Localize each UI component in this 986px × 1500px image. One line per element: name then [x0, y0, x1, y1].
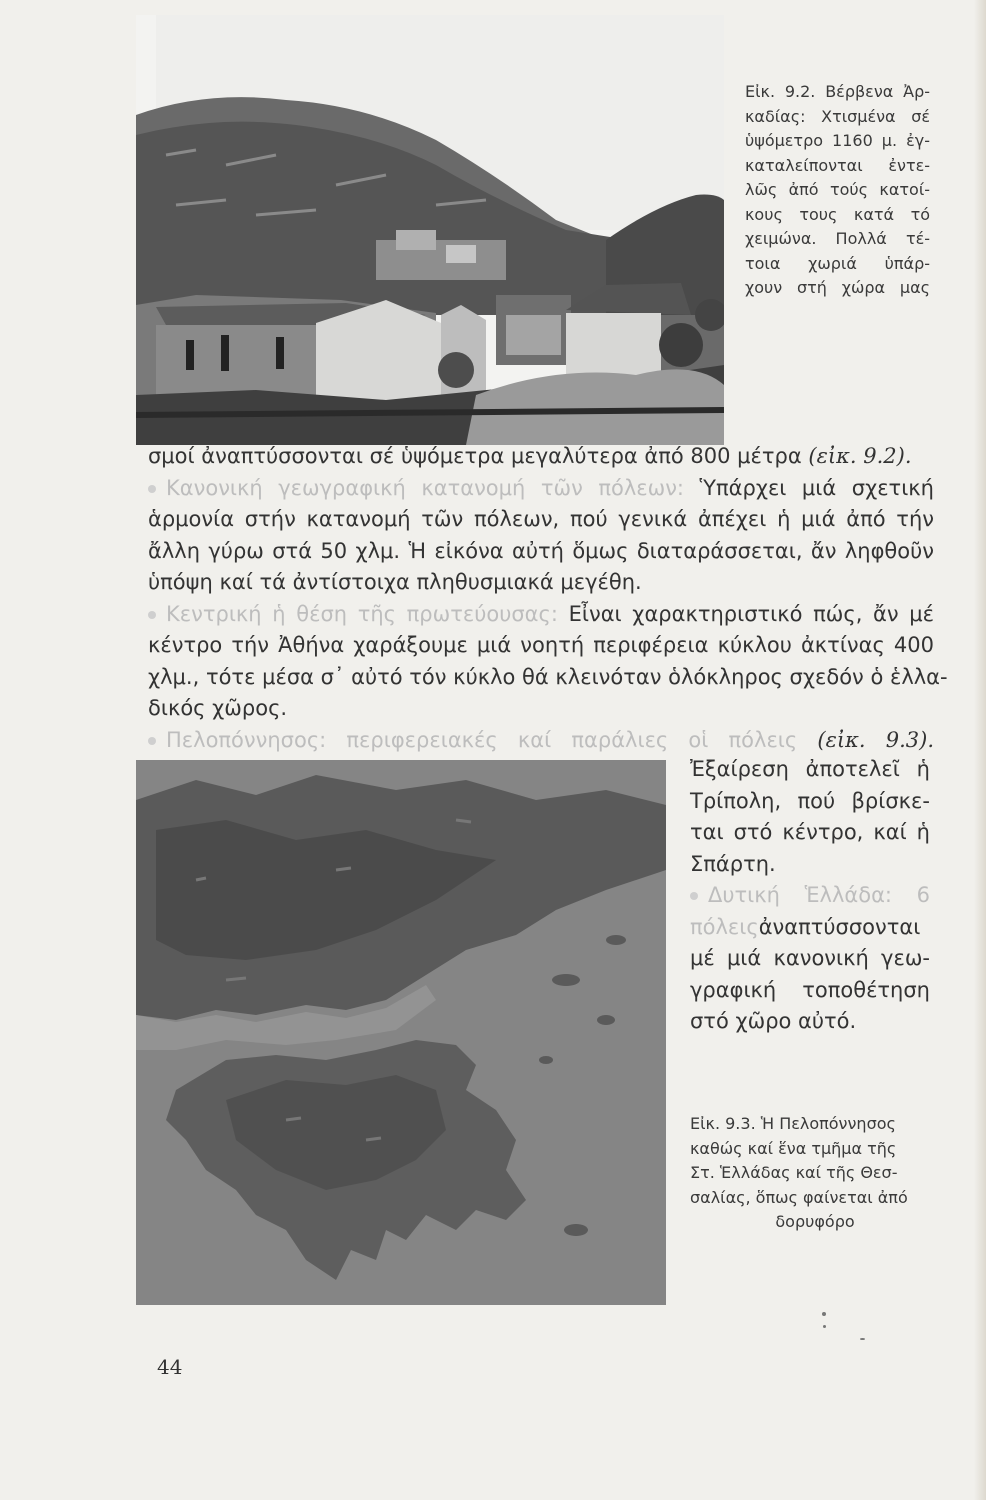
caption-line: Εἰκ. 9.3. Ἡ Πελοπόννησος: [690, 1114, 896, 1133]
paragraph-1-line-1: [148, 473, 934, 505]
caption-line: Εἰκ. 9.2. Βέρβενα Ἀρ-: [745, 82, 930, 101]
side-heading-line: [690, 880, 930, 912]
figure-9-3-caption: [690, 1112, 940, 1235]
scan-speck: [823, 1325, 826, 1328]
paragraph-1-line: ἁρμονία στήν κατανομή τῶν πόλεων, πού γενικά ἀπέχει ἡ μιά ἀπό τήν: [148, 507, 934, 531]
figure-9-2-caption: [745, 80, 930, 301]
side-line: ται στό κέντρο, καί ἡ: [690, 820, 930, 844]
side-text-rest: ἀναπτύσσονται: [758, 914, 921, 939]
paragraph-2-line: δικός χῶρος.: [148, 696, 288, 720]
satellite-photo: [136, 760, 666, 1305]
paragraph-1-line: ἄλλη γύρω στά 50 χλμ. Ἡ εἰκόνα αὐτή ὅμως διαταράσσεται, ἄν ληφθοῦν: [148, 538, 934, 563]
village-photo-graphic: [136, 15, 724, 445]
bullet-icon: [148, 737, 156, 745]
side-line: Σπάρτη.: [690, 851, 776, 876]
paragraph-2-line: χλμ., τότε μέσα σ᾽ αὐτό τόν κύκλο θά κλεινόταν ὁλόκληρος σχεδόν ὁ ἑλλα-: [148, 664, 948, 689]
paragraph-3-line-1: [148, 725, 934, 757]
side-line: γραφική τοποθέτηση: [690, 977, 930, 1002]
intro-text: σμοί ἀναπτύσσονται σέ ὑψόμετρα μεγαλύτερα ἀπό 800 μέτρα: [148, 444, 802, 468]
side-line: Τρίπολη, πού βρίσκε-: [690, 788, 930, 813]
paragraph-3-heading: Πελοπόννησος: περιφερειακές καί παράλιες οἱ πόλεις: [166, 727, 798, 752]
village-photo: [136, 15, 724, 445]
side-heading: Δυτική Ἑλλάδα: 6: [708, 883, 930, 907]
figure-9-3-reference: (εἰκ. 9.3).: [817, 727, 934, 752]
paragraph-1-heading: Κανονική γεωγραφική κατανομή τῶν πόλεων:: [166, 475, 685, 500]
main-text-block: [148, 441, 948, 756]
scan-speck: [822, 1312, 826, 1316]
satellite-photo-graphic: [136, 760, 666, 1305]
bullet-icon: [148, 485, 156, 493]
paragraph-2-text: Εἶναι χαρακτηριστικό πώς, ἄν μέ: [568, 601, 934, 626]
side-line: μέ μιά κανονική γεω-: [690, 946, 930, 970]
paragraph-2-line-1: [148, 599, 934, 631]
caption-line: χειμώνα. Πολλά τέ-: [745, 229, 930, 248]
figure-9-2-reference: (εἰκ. 9.2).: [808, 444, 912, 468]
caption-line: δορυφόρο: [775, 1212, 855, 1231]
page-number: 44: [157, 1355, 183, 1379]
side-heading-line-2: [690, 912, 930, 944]
caption-line: χουν στή χώρα μας: [745, 278, 930, 297]
caption-line: κους τους κατά τό: [745, 204, 930, 224]
paragraph-2-line: κέντρο τήν Ἀθήνα χαράξουμε μιά νοητή περιφέρεια κύκλου ἀκτίνας 400: [148, 633, 934, 657]
scan-speck: [860, 1338, 865, 1340]
side-line: στό χῶρο αὐτό.: [690, 1009, 857, 1033]
page-edge: [974, 0, 986, 1500]
bullet-icon: [148, 611, 156, 619]
caption-line: καδίας: Χτισμένα σέ: [745, 106, 930, 126]
paragraph-1-text: Ὑπάρχει μιά σχετική: [699, 475, 934, 500]
intro-line: [148, 441, 934, 473]
paragraph-1-line: ὑπόψη καί τά ἀντίστοιχα πληθυσμιακά μεγέθη.: [148, 570, 642, 594]
caption-line: ὑψόμετρο 1160 μ. ἐγ-: [745, 131, 930, 150]
side-heading-continued: πόλεις: [690, 914, 759, 939]
caption-line: Στ. Ἑλλάδας καί τῆς Θεσ-: [690, 1163, 898, 1182]
side-line: Ἐξαίρεση ἀποτελεῖ ἡ: [690, 757, 930, 781]
bullet-icon: [690, 892, 698, 900]
caption-line: λῶς ἀπό τούς κατοί-: [745, 180, 930, 199]
caption-line: τοια χωριά ὑπάρ-: [745, 253, 930, 273]
side-text-block: [690, 754, 930, 1038]
paragraph-2-heading: Κεντρική ἡ θέση τῆς πρωτεύουσας:: [166, 601, 558, 626]
caption-line: καθώς καί ἕνα τμῆμα τῆς: [690, 1138, 897, 1158]
caption-line: καταλείπονται ἐντε-: [745, 155, 930, 175]
caption-line: σαλίας, ὅπως φαίνεται ἀπό: [690, 1187, 908, 1207]
